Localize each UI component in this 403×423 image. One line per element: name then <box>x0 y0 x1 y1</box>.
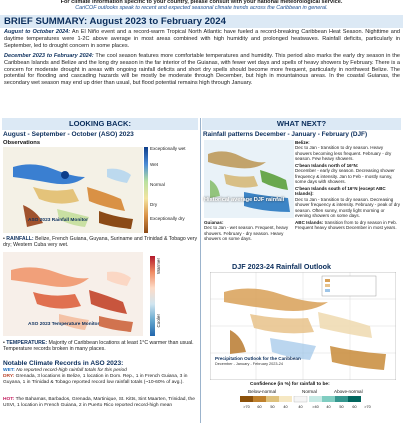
note-south-islands-text: Dec to Jan - transition to dry season. Decreasing shower frequency & intensity. February - peak of dry season. Often sunny, mostly light morning or evening showers on some days. <box>295 196 401 218</box>
summary-aso-text: An El Niño event and a record-warm Tropical North Atlantic have fueled a record-breaking Caribbean Heat Season. Nighttime and daytime temperatures were 1-2C above average in most areas combined with high humidity and prolonged heatwaves. Rainfall deficits, particularly in September, led to drought concern in some places. <box>4 29 400 49</box>
scale-value-3: 40 <box>283 405 288 409</box>
note-north-islands-text: December - early dry season. Decreasing shower frequency & intensity. Jan to Feb - mostly sunny, some days with showers. <box>295 168 395 185</box>
legend-cooler: Cooler <box>156 314 161 328</box>
rainfall-summary: • RAINFALL: Belize, French Guiana, Guyana, Suriname and Trinidad & Tobago very dry; Western Cuba very wet. <box>3 236 198 249</box>
record-hot-tag: HOT: <box>3 397 15 402</box>
djf-map-caption: Historical average DJF rainfall <box>204 197 285 203</box>
scale-value-8: 60 <box>352 405 357 409</box>
legend-exceptionally-wet: Exceptionally wet <box>150 146 186 151</box>
disclaimer <box>0 0 403 15</box>
note-north-islands-title: C'bean Islands north of 16°N: <box>295 163 359 169</box>
record-dry-text: Grenada, 3 locations in Belize, 1 location in Dom. Rep., 1 in French Guiana, 3 in Guyana, 1 in Trinidad & Tobago reported record low rainfall totals (~10-60% of avg.). <box>3 374 188 385</box>
disclaimer-line-2: CariCOF outlooks speak to recent and expected seasonal climate trends across the Caribbean in general. <box>75 4 328 11</box>
guianas-text: Dec to Jan - wet season. Frequent, heavy showers. February - dry season. Heavy showers on some days. <box>204 225 289 242</box>
scale-value-0: >70 <box>243 405 250 409</box>
note-belize-text: Dec to Jan - transition to dry season. Heavy showers becoming less frequent. February - dry season. Few heavy showers. <box>295 145 392 162</box>
record-hot <box>3 397 199 408</box>
record-dry <box>3 374 199 385</box>
scale-value-5: >40 <box>312 405 319 409</box>
observations-label: Observations <box>3 140 41 146</box>
rainfall-map-caption: ASO 2023 Rainfall Monitor <box>28 218 88 223</box>
looking-back-header: LOOKING BACK: <box>2 118 198 130</box>
temperature-summary: • TEMPERATURE: Majority of Caribbean locations at least 1°C warmer than usual. Temperature records broken in many places. <box>3 340 194 353</box>
category-normal: Normal <box>302 389 317 394</box>
temperature-legend-bar <box>150 256 155 336</box>
record-wet <box>3 368 199 374</box>
note-abc-text: transition from to dry season in Feb. Frequent heavy showers December in most years. <box>295 219 398 231</box>
rainfall-legend-bar <box>144 147 148 233</box>
confidence-scale <box>240 396 374 410</box>
record-wet-tag: WET: <box>3 368 15 373</box>
category-above-normal: Above-normal <box>334 389 363 394</box>
category-below-normal: Below-normal <box>248 389 277 394</box>
rainfall-text: Belize, French Guiana, Guyana, Suriname and Trinidad & Tobago very dry; Western Cuba very wet. <box>3 236 198 249</box>
djf-regional-notes <box>295 140 401 232</box>
djf-historical-rainfall-map <box>204 140 294 218</box>
temperature-legend <box>150 256 162 336</box>
rainfall-legend <box>144 147 196 233</box>
note-south-islands-title: C'bean Islands south of 16°N (except ABC Islands): <box>295 186 386 197</box>
record-wet-text: No reported record-high rainfall totals for this period <box>16 368 127 373</box>
confidence-title: Confidence (in %) for rainfall to be: <box>250 382 330 387</box>
what-next-header: WHAT NEXT? <box>202 118 401 130</box>
scale-value-4: 40 <box>298 405 303 409</box>
disclaimer-line-1: For climate information specific to your country, please consult with your national meteorological service. <box>60 0 343 5</box>
guianas-title: Guianas: <box>204 220 224 225</box>
outlook-map-caption: Precipitation Outlook for the Caribbean <box>215 356 301 361</box>
summary-djf-lead: December 2023 to February 2024: <box>4 53 94 59</box>
brief-title: BRIEF SUMMARY: August 2023 to February 2024 <box>0 15 403 28</box>
temperature-label: TEMPERATURE: <box>6 340 48 346</box>
rainfall-label: RAINFALL: <box>6 236 34 242</box>
scale-value-7: 50 <box>339 405 344 409</box>
scale-value-6: 40 <box>326 405 331 409</box>
record-hot-text: The Bahamas, Barbados, Grenada, Martinique, St. Kitts, Sint Maarten, Trinidad, the USVI, 1 location in French Guiana, 2 in Puerto Rico reported record-high mean <box>3 397 195 408</box>
note-abc-title: ABC Islands: <box>295 219 324 225</box>
temperature-map-caption: ASO 2023 Temperature Monitor <box>28 322 100 327</box>
legend-warmer: Warmer <box>156 258 161 275</box>
scale-value-9: >70 <box>364 405 371 409</box>
legend-exceptionally-dry: Exceptionally dry <box>150 216 185 221</box>
outlook-map-subcaption: December - January - February 2023-24 <box>215 362 283 366</box>
summary-djf <box>4 53 400 87</box>
record-dry-tag: DRY: <box>3 374 15 379</box>
aso-section-title: August - September - October (ASO) 2023 <box>3 131 134 138</box>
summary-djf-text: The cool season features more comfortable temperatures and humidity. This period also marks the early dry season in the Caribbean Islands and Belize and the long dry season in the far interior of the Guianas, with fewer wet days and spells of heavy showers by February. There is a concern for moderate drought in areas with ongoing rainfall deficits and short dry spells should become more frequent, particularly in northwest Belize. The potential for flooding and cascading hazards will be mostly be moderate through December, but high in mountainous areas. In the coastal Guianas, the secondary wet season may end up drier than usual, but flood potential remains high through January. <box>4 53 400 87</box>
records-title: Notable Climate Records in ASO 2023: <box>3 360 124 367</box>
summary-aso <box>4 29 400 49</box>
legend-wet: Wet <box>150 162 159 167</box>
scale-value-2: 50 <box>270 405 275 409</box>
temperature-text: Majority of Caribbean locations at least 1°C warmer than usual. Temperature records broken in many places. <box>3 340 194 353</box>
scale-value-1: 60 <box>257 405 262 409</box>
note-belize-title: Belize: <box>295 140 310 145</box>
column-divider <box>200 118 201 423</box>
note-abc-islands <box>295 220 401 231</box>
djf-section-title: Rainfall patterns December - January - February (DJF) <box>203 131 368 138</box>
legend-normal: Normal <box>150 182 165 187</box>
guianas-note <box>204 220 294 241</box>
legend-dry: Dry <box>150 202 158 207</box>
outlook-title: DJF 2023-24 Rainfall Outlook <box>232 262 332 271</box>
summary-aso-lead: August to October 2024: <box>4 29 71 35</box>
